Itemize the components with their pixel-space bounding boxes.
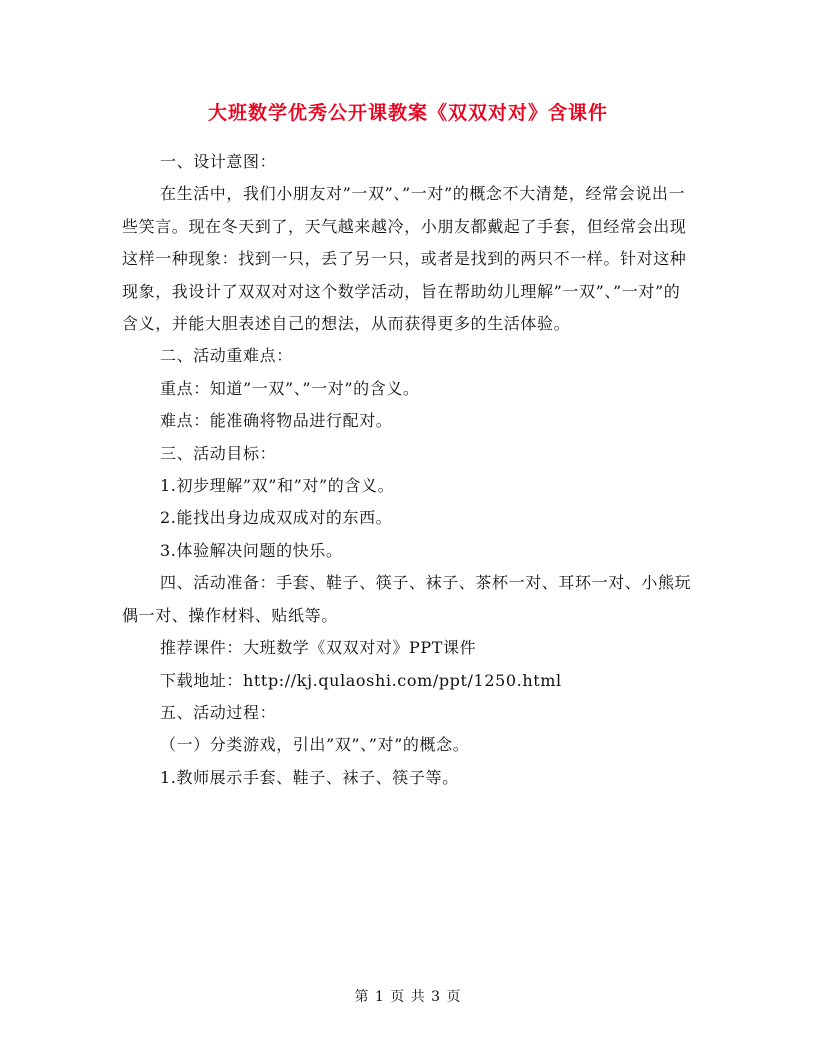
section-heading-objectives: 三、活动目标： — [160, 443, 277, 463]
process-step-1: （一）分类游戏，引出”双”、”对”的概念。 — [160, 735, 470, 755]
section-heading-design-intent: 一、设计意图： — [160, 152, 277, 171]
objective-item-1: 1.初步理解”双”和”对”的含义。 — [160, 476, 395, 496]
paragraph-difficult-point: 难点：能准确将物品进行配对。 — [160, 411, 393, 431]
objective-item-3: 3.体验解决问题的快乐。 — [160, 540, 343, 560]
download-link[interactable]: 下载地址：http://kj.qulaoshi.com/ppt/1250.html — [160, 670, 562, 690]
recommended-courseware: 推荐课件：大班数学《双双对对》PPT课件 — [160, 638, 477, 658]
paragraph-key-point: 重点：知道”一双”、”一对”的含义。 — [160, 378, 420, 398]
document-body — [122, 146, 694, 794]
section-heading-key-points: 二、活动重难点： — [160, 346, 293, 366]
page-number-footer: 第 1 页 共 3 页 — [354, 989, 462, 1005]
process-substep-1: 1.教师展示手套、鞋子、袜子、筷子等。 — [160, 767, 459, 787]
section-heading-process: 五、活动过程： — [160, 702, 277, 722]
objective-item-2: 2.能找出身边成双成对的东西。 — [160, 508, 393, 528]
document-title: 大班数学优秀公开课教案《双双对对》含课件 — [207, 102, 608, 124]
paragraph-design-intent: 在生活中，我们小朋友对”一双”、”一对”的概念不大清楚，经常会说出一些笑言。现在冬天到了，天气越来越冷，小朋友都戴起了手套，但经常会出现这样一种现象：找到一只，丢了另一只，或者是找到的两只不一样。针对这种现象，我设计了双双对对这个数学活动，旨在帮助幼儿理解”一双”、”一对”的含义，并能大胆表述自己的想法，从而获得更多的生活体验。 — [122, 184, 687, 334]
paragraph-preparation: 四、活动准备：手套、鞋子、筷子、袜子、茶杯一对、耳环一对、小熊玩偶一对、操作材料、贴纸等。 — [122, 573, 692, 625]
